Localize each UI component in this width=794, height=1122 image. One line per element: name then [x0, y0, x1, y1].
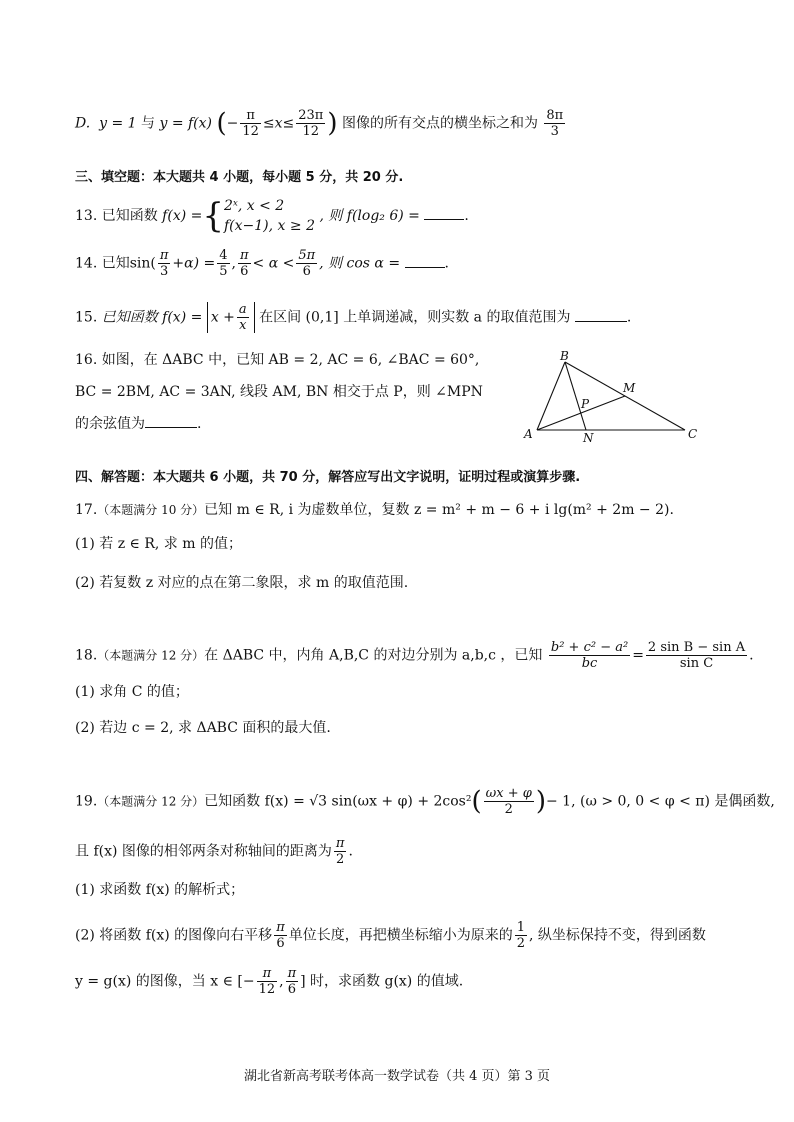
- label-m: M: [623, 381, 636, 395]
- question-19-line2: 且 f(x) 图像的相邻两条对称轴间的距离为 $\frac{\pi}{2}$ .: [75, 836, 353, 867]
- question-15: 15. 已知函数 f(x) = x + $\frac{a}{x}$ 在区间 (0,1] 上单调递减，则实数 a 的取值范围为 .: [75, 302, 632, 333]
- question-18: 18.（本题满分 12 分）在 ΔABC 中，内角 A,B,C 的对边分别为 a,b,c ，已知 $\frac{\text{b² + c² − a²}}{bc}$ = $\frac{\text{2 sin B − sin A}}{\text{sin C}}$ .: [75, 640, 754, 671]
- answer-blank[interactable]: [145, 413, 197, 428]
- label-n: N: [583, 431, 594, 445]
- question-16-line2: BC = 2BM, AC = 3AN, 线段 AM, BN 相交于点 P，则 ∠MPN: [75, 384, 483, 400]
- question-19-part3: y = g(x) 的图像，当 x ∈ [− $\frac{\pi}{12}$ , $\frac{\pi}{6}$ ] 时，求函数 g(x) 的值域.: [75, 966, 464, 997]
- option-d-answer: $\frac{8\pi}{3}$: [546, 108, 564, 139]
- question-19: 19.（本题满分 12 分）已知函数 f(x) = √3 sin(ωx + φ) + 2cos²( $\frac{\omega x + \varphi}{2}$ )− 1, (ω > 0, 0 < φ < π) 是偶函数,: [75, 786, 775, 817]
- option-label: D.: [75, 115, 91, 132]
- label-c: C: [688, 427, 698, 441]
- question-16-line3: 的余弦值为 .: [75, 413, 201, 434]
- question-17: 17.（本题满分 10 分）已知 m ∈ R, i 为虚数单位，复数 z = m² + m − 6 + i lg(m² + 2m − 2).: [75, 502, 674, 518]
- question-18-part2: (2) 若边 c = 2, 求 ΔABC 面积的最大值.: [75, 720, 331, 736]
- question-13: 13. 已知函数 f(x) ={ 2ˣ, x < 2 f(x−1), x ≥ 2 , 则 f(log₂ 6) = .: [75, 196, 469, 236]
- answer-blank[interactable]: [575, 307, 627, 322]
- question-14: 14. 已知sin( $\frac{\pi}{3}$ +α) = $\frac{4}{5}$ , $\frac{\pi}{6}$ < α < $\frac{5\pi}{6}$ , 则 cos α = .: [75, 248, 449, 279]
- segment-ab: [537, 362, 565, 430]
- label-b: B: [560, 350, 569, 363]
- question-19-part1: (1) 求函数 f(x) 的解析式；: [75, 882, 245, 898]
- section4-heading: 四、解答题：本大题共 6 小题，共 70 分，解答应写出文字说明，证明过程或演算步骤.: [75, 470, 581, 485]
- section3-heading: 三、填空题：本大题共 4 小题，每小题 5 分，共 20 分.: [75, 170, 404, 185]
- label-a: A: [524, 427, 533, 441]
- option-d: D. y = 1 与 y = f(x) (− $\frac{\pi}{12}$ ≤x≤ $\frac{23\pi}{12}$ ) 图像的所有交点的横坐标之和为 $\frac{8\pi}{3}$: [75, 108, 564, 139]
- question-17-part1: (1) 若 z ∈ R, 求 m 的值；: [75, 536, 242, 552]
- question-16-line1: 16. 如图，在 ΔABC 中，已知 AB = 2, AC = 6, ∠BAC = 60°,: [75, 352, 480, 368]
- answer-blank[interactable]: [424, 205, 464, 220]
- question-17-part2: (2) 若复数 z 对应的点在第二象限，求 m 的取值范围.: [75, 575, 409, 591]
- label-p: P: [581, 397, 590, 411]
- question-19-part2: (2) 将函数 f(x) 的图像向右平移 $\frac{\pi}{6}$ 单位长度，再把横坐标缩小为原来的 $\frac{1}{2}$ , 纵坐标保持不变，得到函数: [75, 920, 706, 951]
- question-18-part1: (1) 求角 C 的值；: [75, 684, 189, 700]
- answer-blank[interactable]: [405, 253, 445, 268]
- page-footer: 湖北省新高考联考体高一数学试卷（共 4 页）第 3 页: [243, 1069, 551, 1084]
- triangle-figure: [515, 350, 710, 445]
